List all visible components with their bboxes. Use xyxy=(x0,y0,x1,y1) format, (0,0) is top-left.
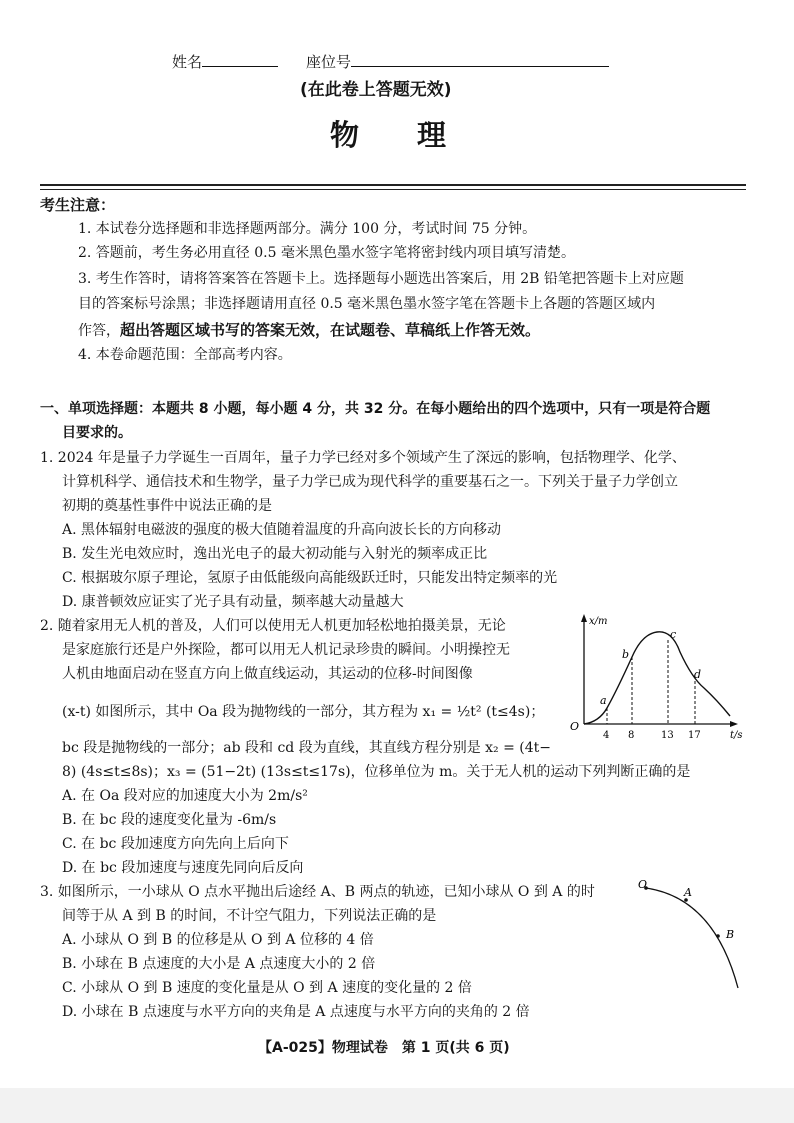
q1-stem-3: 初期的奠基性事件中说法正确的是 xyxy=(62,498,272,514)
section1-heading-cont: 目要求的。 xyxy=(62,425,132,441)
subject-title: 物 理 xyxy=(330,118,447,152)
q1-option-c: C. 根据玻尔原子理论，氢原子由低能级向高能级跃迁时，只能发出特定频率的光 xyxy=(62,570,558,586)
q2-xt-curve xyxy=(584,632,730,724)
q1-stem-1: 1. 2024 年是量子力学诞生一百周年，量子力学已经对多个领域产生了深远的影响，包括物理学、化学、 xyxy=(40,450,686,466)
q2-stem-1: 2. 随着家用无人机的普及，人们可以使用无人机更加轻松地拍摄美景，无论 xyxy=(40,618,506,634)
seat-label: 座位号 xyxy=(306,53,352,71)
header-rule-thin xyxy=(40,189,746,190)
q2-point-a: a xyxy=(600,694,607,707)
q3-stem-1: 3. 如图所示，一小球从 O 点水平抛出后途经 A、B 两点的轨迹，已知小球从 O 到 A 的时 xyxy=(40,884,595,900)
q2-stem-5: bc 段是抛物线的一部分；ab 段和 cd 段为直线，其直线方程分别是 x₂ = (4t− xyxy=(62,740,552,756)
q2-option-a: A. 在 Oa 段对应的加速度大小为 2m/s² xyxy=(62,788,308,804)
q3-trajectory-figure xyxy=(634,876,750,996)
q2-option-c: C. 在 bc 段加速度方向先向上后向下 xyxy=(62,836,289,852)
q2-y-arrow xyxy=(581,614,587,622)
q2-point-c: c xyxy=(670,628,677,641)
q2-option-b: B. 在 bc 段的速度变化量为 -6m/s xyxy=(62,812,277,828)
section1-heading: 一、单项选择题：本题共 8 小题，每小题 4 分，共 32 分。在每小题给出的四个选项中，只有一项是符合题 xyxy=(40,401,711,417)
name-blank xyxy=(202,52,278,67)
seat-blank xyxy=(351,52,609,67)
q3-label-a: A xyxy=(684,886,692,899)
q2-xt-graph xyxy=(562,612,748,742)
name-field xyxy=(172,50,278,74)
q1-option-b: B. 发生光电效应时，逸出光电子的最大初动能与入射光的频率成正比 xyxy=(62,546,488,562)
notice-line-3-cont: 目的答案标号涂黑；非选择题请用直径 0.5 毫米黑色墨水签字笔在答题卡上各题的答题区域内 xyxy=(78,296,656,312)
q2-stem-2: 是家庭旅行还是户外探险，都可以用无人机记录珍贵的瞬间。小明操控无 xyxy=(62,642,510,658)
q2-tick-8: 8 xyxy=(628,730,635,741)
q2-tick-4: 4 xyxy=(603,730,610,741)
q2-point-d: d xyxy=(694,668,702,681)
q1-option-a: A. 黑体辐射电磁波的强度的极大值随着温度的升高向波长长的方向移动 xyxy=(62,522,502,538)
q2-origin-label: O xyxy=(570,720,580,733)
q3-option-d: D. 小球在 B 点速度与水平方向的夹角是 A 点速度与水平方向的夹角的 2 倍 xyxy=(62,1004,530,1020)
q3-stem-2: 间等于从 A 到 B 的时间，不计空气阻力，下列说法正确的是 xyxy=(62,908,437,924)
q3-option-b: B. 小球在 B 点速度的大小是 A 点速度大小的 2 倍 xyxy=(62,956,376,972)
q2-stem-3: 人机由地面启动在竖直方向上做直线运动，其运动的位移-时间图像 xyxy=(62,666,473,682)
name-label: 姓名 xyxy=(172,53,203,71)
q2-x-label: t/s xyxy=(730,730,743,741)
invalid-note: (在此卷上答题无效) xyxy=(300,80,452,100)
q3-label-o: O xyxy=(638,878,648,891)
page-footer: 【A-025】物理试卷 第 1 页(共 6 页) xyxy=(258,1040,510,1056)
notice-emphasis: 超出答题区域书写的答案无效，在试题卷、草稿纸上作答无效。 xyxy=(120,321,541,339)
notice-line-3-end xyxy=(78,318,540,343)
notice-line-3-end-text: 作答， xyxy=(78,323,120,339)
notice-line-2: 2. 答题前，考生务必用直径 0.5 毫米黑色墨水签字笔将密封线内项目填写清楚。 xyxy=(78,245,575,261)
q1-stem-2: 计算机科学、通信技术和生物学，量子力学已成为现代科学的重要基石之一。下列关于量子力学创立 xyxy=(62,474,678,490)
q2-tick-17: 17 xyxy=(688,730,701,741)
q2-y-label: x/m xyxy=(589,616,608,627)
q2-point-b: b xyxy=(622,648,630,661)
q2-stem-4: (x-t) 如图所示，其中 Oa 段为抛物线的一部分，其方程为 x₁ = ½t² (t≤4s)； xyxy=(62,704,545,720)
notice-line-1: 1. 本试卷分选择题和非选择题两部分。满分 100 分，考试时间 75 分钟。 xyxy=(78,221,537,237)
q3-point-b-dot xyxy=(716,934,720,938)
notice-line-3: 3. 考生作答时，请将答案答在答题卡上。选择题每小题选出答案后，用 2B 铅笔把答题卡上对应题 xyxy=(78,271,684,287)
q3-label-b: B xyxy=(726,928,735,941)
q3-option-a: A. 小球从 O 到 B 的位移是从 O 到 A 位移的 4 倍 xyxy=(62,932,374,948)
q3-option-c: C. 小球从 O 到 B 速度的变化量是从 O 到 A 速度的变化量的 2 倍 xyxy=(62,980,472,996)
notice-line-4: 4. 本卷命题范围：全部高考内容。 xyxy=(78,347,292,363)
bottom-strip xyxy=(0,1088,794,1123)
q2-option-d: D. 在 bc 段加速度与速度先同向后反向 xyxy=(62,860,304,876)
notice-title: 考生注意： xyxy=(40,196,116,214)
q1-option-d: D. 康普顿效应证实了光子具有动量，频率越大动量越大 xyxy=(62,594,404,610)
q2-stem-6: 8) (4s≤t≤8s)；x₃ = (51−2t) (13s≤t≤17s)，位移单位为 m。关于无人机的运动下列判断正确的是 xyxy=(62,764,691,780)
seat-field xyxy=(306,50,609,74)
q2-tick-13: 13 xyxy=(661,730,674,741)
q2-x-arrow xyxy=(730,721,738,727)
q3-trajectory-curve xyxy=(646,888,738,988)
header-rule-thick xyxy=(40,184,746,186)
